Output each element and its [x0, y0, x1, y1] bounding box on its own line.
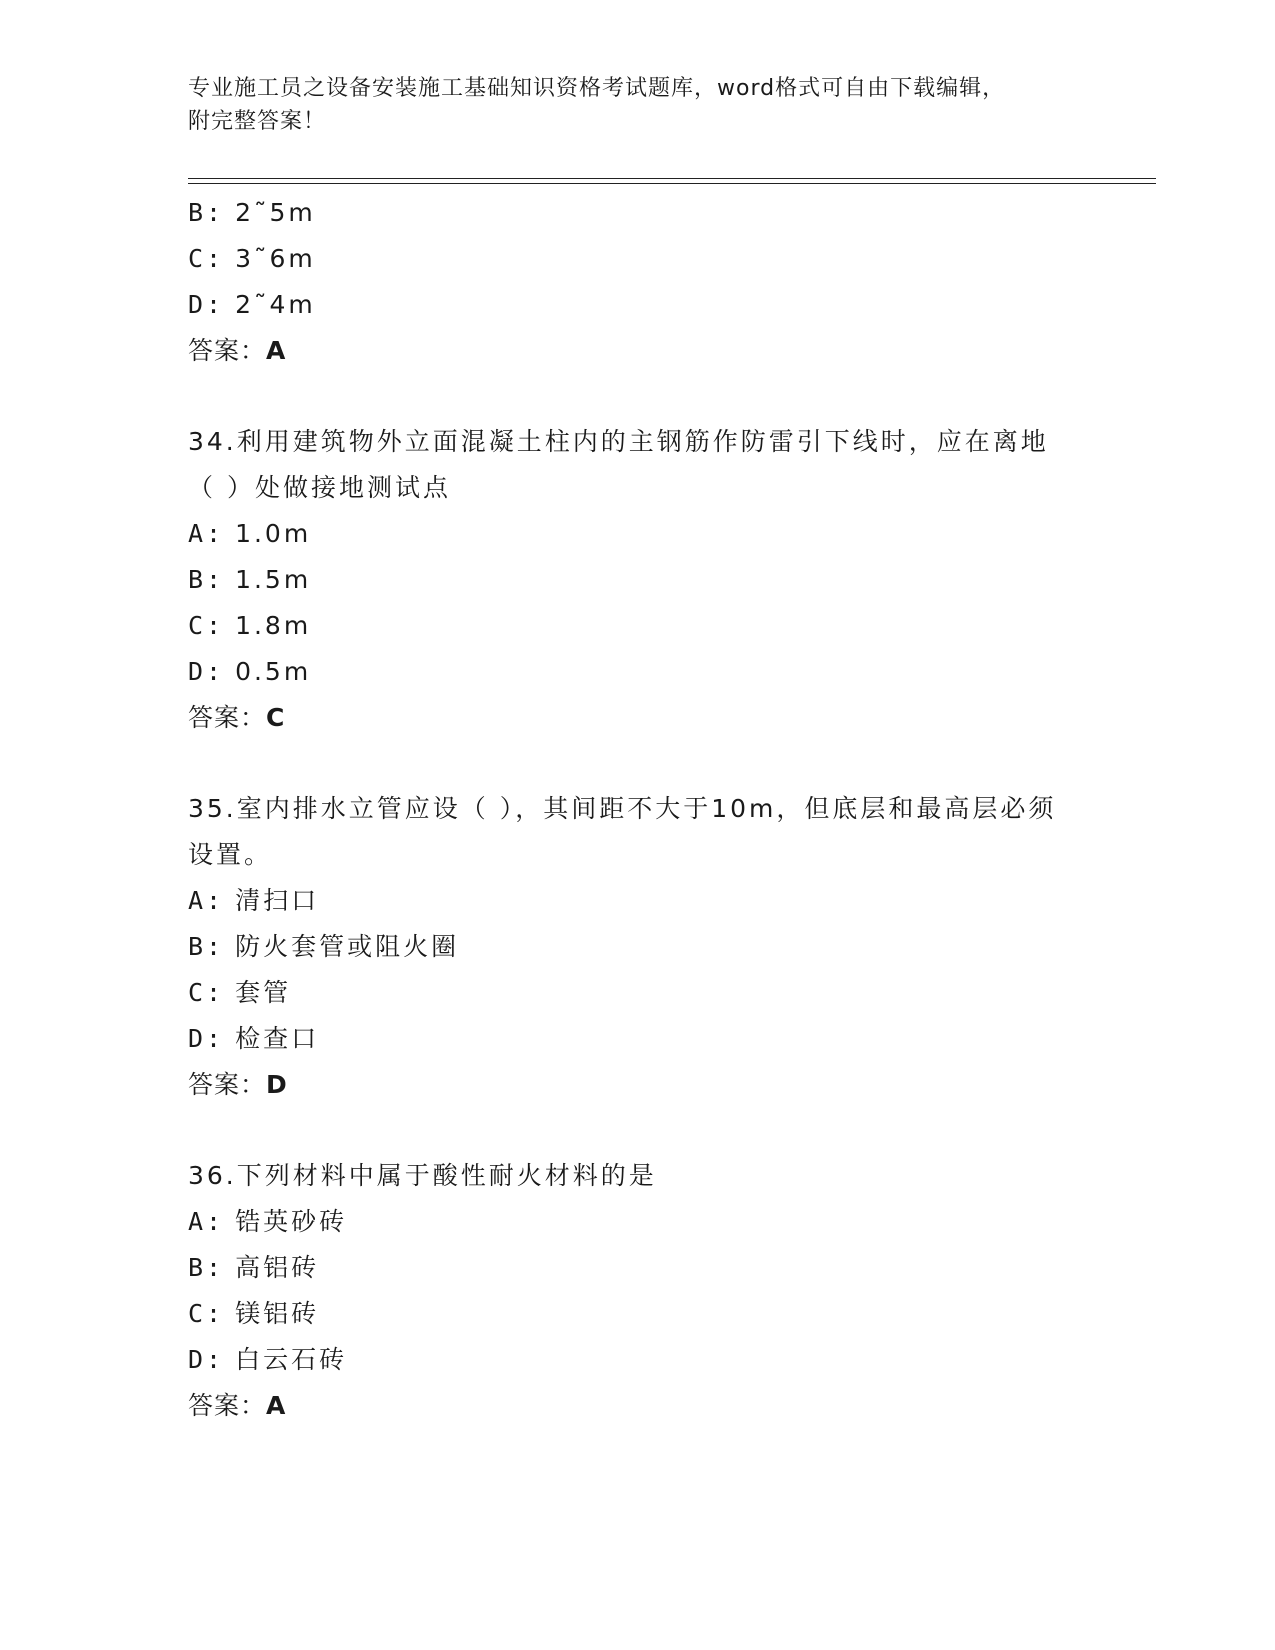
question-list — [188, 190, 1088, 1429]
option-c: C: 镁铝砖 — [188, 1299, 320, 1328]
header-divider-bottom — [188, 183, 1156, 184]
answer-value: A — [266, 1391, 287, 1420]
option-a: A: 1.0m — [188, 519, 312, 548]
question-stem: 35.室内排水立管应设（ ），其间距不大于10m，但底层和最高层必须 — [188, 794, 1057, 823]
answer-value: A — [266, 336, 287, 365]
question-35 — [188, 786, 1088, 1108]
option-d: D: 检查口 — [188, 1024, 320, 1053]
answer-value: D — [266, 1070, 288, 1099]
question-stem-continued: 设置。 — [188, 840, 273, 869]
option-b: B: 防火套管或阻火圈 — [188, 932, 460, 961]
answer-line: 答案：D — [188, 1070, 288, 1099]
answer-line: 答案：A — [188, 336, 287, 365]
header-title-line-1: 专业施工员之设备安装施工基础知识资格考试题库，word格式可自由下载编辑， — [188, 76, 1006, 101]
question-stem-continued: （ ）处做接地测试点 — [188, 473, 451, 502]
option-c: C: 套管 — [188, 978, 292, 1007]
option-c: C: 1.8m — [188, 611, 312, 640]
answer-line: 答案：A — [188, 1391, 287, 1420]
option-d: D: 0.5m — [188, 657, 312, 686]
answer-value: C — [266, 703, 286, 732]
option-d: D: 白云石砖 — [188, 1345, 348, 1374]
question-36 — [188, 1153, 1088, 1429]
option-b: B: 1.5m — [188, 565, 312, 594]
option-a: A: 清扫口 — [188, 886, 320, 915]
question-34 — [188, 419, 1088, 741]
option-a: A: 锆英砂砖 — [188, 1207, 348, 1236]
question-33-continuation — [188, 190, 1088, 374]
question-stem: 34.利用建筑物外立面混凝土柱内的主钢筋作防雷引下线时，应在离地 — [188, 427, 1049, 456]
option-d: D: 2˜4m — [188, 290, 316, 319]
option-b: B: 高铝砖 — [188, 1253, 320, 1282]
header-divider-top — [188, 178, 1156, 179]
question-stem: 36.下列材料中属于酸性耐火材料的是 — [188, 1161, 657, 1190]
option-c: C: 3˜6m — [188, 244, 316, 273]
option-b: B: 2˜5m — [188, 198, 316, 227]
document-header — [188, 72, 1088, 138]
header-title-line-2: 附完整答案！ — [188, 109, 327, 134]
answer-line: 答案：C — [188, 703, 286, 732]
